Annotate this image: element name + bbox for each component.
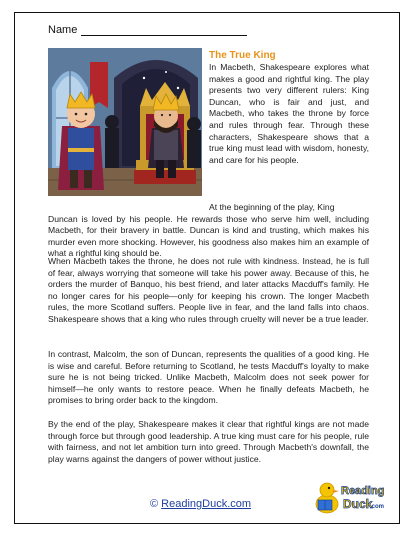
name-input-line[interactable] [81, 26, 247, 36]
logo-text-reading: Reading [341, 485, 385, 497]
name-row [48, 24, 247, 36]
logo-text-com: .com [370, 504, 385, 510]
paragraph-4: By the end of the play, Shakespeare makes it clear that rightful kings are not made through force but through good leadership. A true king must care for his people, rule with fairness, and not let ambition turn into greed. Through Macbeth's downfall, the play warns against the dangers of power without justice. [48, 419, 369, 464]
name-label: Name [48, 24, 78, 36]
kings-illustration [48, 48, 202, 196]
paragraph-1 [48, 202, 369, 260]
paragraph-2: When Macbeth takes the throne, he does not rule with kindness. Instead, he is full of fear, always worrying that someone will take his power away. Because of this, he orders the murder of Banquo, his best friend, and later attacks Macduff's family. He no longer cares for his people—only for keeping his crown. The longer Macbeth rules, the more Scotland suffers. People live in fear, and the land falls into chaos. Shakespeare shows that a king who rules through cruelty will never be a true leader. [48, 256, 369, 324]
paragraph-1-rest: Duncan is loved by his people. He rewards those who serve him well, including Macbeth, for their bravery in battle. Duncan is kind and trusting, which makes his murder even more shocking. However, his goodness also makes him an example of what a rightful king should be. [48, 213, 369, 259]
king-macbeth-figure [148, 94, 184, 178]
duck-icon [316, 483, 339, 513]
paragraph-3: In contrast, Malcolm, the son of Duncan, represents the qualities of a good king. He is wise and careful. Before returning to Scotland, he tests Macduff's loyalty to make sure he is not being tricked. Unlike Macbeth, Malcolm does not seek power for himself—he only wants to restore peace. When he finally defeats Macbeth, he promises to bring order back to the kingdom. [48, 349, 369, 406]
paragraph-1-first-line: At the beginning of the play, King [209, 202, 335, 212]
copyright-symbol: © [150, 498, 159, 510]
footer-site[interactable]: ReadingDuck.com [161, 498, 252, 510]
reading-duck-logo [312, 478, 386, 518]
article-title: The True King [209, 50, 276, 61]
logo-text-duck: Duck [343, 497, 373, 511]
footer-link[interactable] [150, 498, 251, 510]
intro-paragraph: In Macbeth, Shakespeare explores what makes a good and rightful king. The play presents two very different rulers: King Duncan, who is fair and just, and Macbeth, who takes the throne by force and rules through fear. Through these characters, Shakespeare shows that a true king must lead with wisdom, honesty, and care for his people. [209, 62, 369, 165]
